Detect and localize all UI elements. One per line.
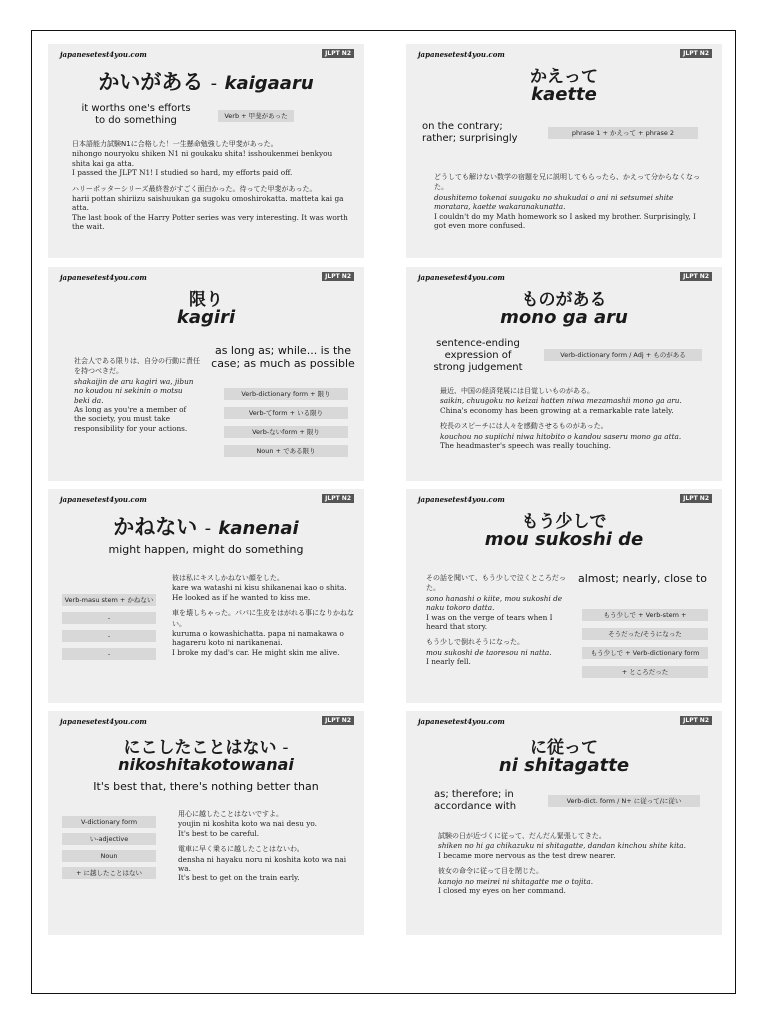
level-badge: JLPT N2	[680, 494, 712, 503]
title-romaji: mono ga aru	[500, 307, 628, 328]
title-romaji: kaigaaru	[224, 73, 314, 94]
example-romaji: kanojo no meirei ni shitagatte me o tojita.	[438, 876, 594, 886]
card-title	[48, 66, 364, 96]
title-romaji: kaette	[531, 84, 597, 105]
example	[172, 608, 354, 657]
example-english: He looked as if he wanted to kiss me.	[172, 592, 311, 602]
pattern: Noun + である限り	[224, 445, 348, 457]
example-romaji: densha ni hayaku noru ni koshita koto wa nai wa.	[178, 854, 347, 874]
meaning: on the contrary; rather; surprisingly	[422, 121, 518, 144]
example-english: As long as you're a member of the society, you must take responsibility for your actions.	[74, 405, 188, 433]
meaning: almost; nearly, close to	[578, 572, 707, 585]
title-romaji: nikoshitakotowanai	[118, 755, 294, 774]
site-logo: japanesetest4you.com	[418, 495, 505, 504]
pattern: -	[62, 612, 156, 624]
example	[440, 386, 710, 415]
example-english: I closed my eyes on her command.	[438, 886, 566, 896]
example-japanese: 彼女の命令に従って目を閉じた。	[438, 867, 543, 876]
examples	[172, 573, 354, 663]
example-english: China's economy has been growing at a remarkable rate lately.	[440, 405, 674, 415]
grammar-card-mono-ga-aru	[406, 267, 722, 481]
example-japanese: 最近、中国の経済発展には目覚しいものがある。	[440, 387, 594, 395]
example-japanese: 社会人である限りは、自分の行動に責任を持つべきだ。	[74, 357, 200, 376]
example	[178, 809, 354, 838]
title-japanese: にこしたことはない	[123, 738, 277, 758]
example-japanese: 電車に早く乗るに越したことはないわ。	[178, 845, 304, 854]
example-english: I couldn't do my Math homework so I asked my brother. Surprisingly, I got even more confused.	[434, 211, 696, 231]
examples	[178, 809, 354, 889]
pattern: Verb-dictionary form + 限り	[224, 388, 348, 400]
example-english: I passed the JLPT N1! I studied so hard, my efforts paid off.	[72, 168, 293, 178]
pattern: もう少しで + Verb-stem +	[582, 609, 708, 621]
title-separator: -	[210, 73, 218, 94]
example-japanese: もう少しで倒れそうになった。	[426, 638, 524, 647]
example-romaji: harii pottan shiriizu saishuukan ga sugoku omoshirokatta. matteta kai ga atta.	[72, 194, 344, 213]
grammar-card-nikoshitakotowanai	[48, 711, 364, 935]
example-english: I was on the verge of tears when I heard that story.	[426, 612, 553, 632]
pattern: Verb-ないform + 限り	[224, 426, 348, 438]
examples	[438, 831, 710, 901]
level-badge: JLPT N2	[322, 716, 354, 725]
title-japanese: かいがある	[98, 70, 204, 94]
pattern: Verb-masu stem + かねない	[62, 594, 156, 606]
example	[426, 573, 574, 631]
grammar-card-kaigaaru	[48, 44, 364, 258]
example-japanese: 試験の日が近づくに従って、だんだん緊張してきた。	[438, 832, 606, 840]
example-romaji: sono hanashi o kiite, mou sukoshi de naku tokoro datta.	[426, 593, 563, 613]
example-english: I became more nervous as the test drew nearer.	[438, 850, 616, 860]
example	[72, 184, 352, 232]
example	[440, 421, 710, 450]
title-japanese: に従って	[530, 738, 598, 758]
level-badge: JLPT N2	[680, 49, 712, 58]
grammar-card-kanenai	[48, 489, 364, 703]
site-logo: japanesetest4you.com	[60, 717, 147, 726]
example-english: I broke my dad's car. He might skin me alive.	[172, 647, 340, 657]
example-japanese: 車を壊しちゃった。パパに生皮をはがれる事になりかねない。	[172, 609, 354, 628]
title-separator: -	[204, 518, 212, 539]
example-japanese: 彼は私にキスしかねない顔をした。	[172, 574, 284, 582]
pattern: Verb-てform + いる限り	[224, 407, 348, 419]
example-romaji: doushitemo tokenai suugaku no shukudai o ani ni setsumei shite moratara, kaette wakaranakunatta.	[434, 192, 674, 212]
example-japanese: 用心に越したことはないですよ。	[178, 810, 283, 818]
title-romaji: kanenai	[218, 518, 299, 539]
pattern: + ところだった	[582, 666, 708, 678]
example	[178, 844, 354, 883]
title-japanese: かえって	[530, 67, 598, 87]
level-badge: JLPT N2	[680, 716, 712, 725]
example	[438, 831, 710, 860]
example	[72, 139, 352, 178]
example-japanese: どうしても解けない数学の宿題を兄に説明してもらったら、かえって分からなくなった。	[434, 173, 700, 192]
title-japanese: かねない	[113, 515, 198, 539]
example-japanese: その話を聞いて、もう少しで泣くところだった。	[426, 574, 566, 593]
pattern: Verb-dictionary form / Adj + ものがある	[544, 349, 702, 361]
site-logo: japanesetest4you.com	[418, 50, 505, 59]
grammar-card-kaette	[406, 44, 722, 258]
site-logo: japanesetest4you.com	[60, 50, 147, 59]
site-logo: japanesetest4you.com	[418, 717, 505, 726]
example-romaji: nihongo nouryoku shiken N1 ni goukaku shita! isshoukenmei benkyou shita kai ga atta.	[72, 149, 333, 168]
pattern: Verb + 甲斐があった	[218, 110, 294, 122]
example-romaji: kouchou no supiichi niwa hitobito o kandou saseru mono ga atta.	[440, 431, 682, 441]
example-romaji: shiken no hi ga chikazuku ni shitagatte, dandan kinchou shite kita.	[438, 841, 686, 851]
example-romaji: youjin ni koshita koto wa nai desu yo.	[178, 819, 317, 829]
example	[434, 172, 710, 230]
example-romaji: mou sukoshi de taoresou ni natta.	[426, 647, 552, 657]
grammar-card-kagiri	[48, 267, 364, 481]
level-badge: JLPT N2	[322, 272, 354, 281]
level-badge: JLPT N2	[322, 49, 354, 58]
example-romaji: kuruma o kowashichatta. papa ni namakawa o hagareru koto ni narikanenai.	[172, 629, 344, 648]
site-logo: japanesetest4you.com	[60, 273, 147, 282]
grammar-card-mou-sukoshi-de	[406, 489, 722, 703]
example	[438, 866, 710, 895]
pattern: -	[62, 648, 156, 660]
title-romaji: ni shitagatte	[498, 755, 630, 776]
pattern: Verb-dict. form / N+ に従って/に従い	[548, 795, 700, 807]
site-logo: japanesetest4you.com	[60, 495, 147, 504]
card-title	[48, 511, 364, 541]
meaning: as long as; while... is the case; as much as possible	[211, 344, 355, 370]
pattern: phrase 1 + かえって + phrase 2	[548, 127, 698, 139]
example-romaji: shakaijin de aru kagiri wa, jibun no koudou ni sekinin o motsu beki da.	[74, 376, 194, 405]
pattern: Noun	[62, 850, 156, 862]
example-english: It's best to get on the train early.	[178, 873, 300, 883]
title-romaji: mou sukoshi de	[484, 529, 644, 550]
level-badge: JLPT N2	[680, 272, 712, 281]
examples	[440, 386, 710, 456]
pattern: い-adjective	[62, 833, 156, 845]
meaning: sentence-ending expression of strong judgement	[433, 338, 523, 373]
meaning: It's best that, there's nothing better than	[93, 780, 319, 793]
example	[172, 573, 354, 602]
title-romaji: kagiri	[176, 307, 236, 328]
example-english: The headmaster's speech was really touching.	[440, 441, 611, 451]
pattern: + に越したことはない	[62, 867, 156, 879]
pattern: -	[62, 630, 156, 642]
examples	[74, 356, 200, 439]
pattern: もう少しで + Verb-dictionary form	[582, 647, 708, 659]
example-japanese: ハリーポッターシリーズ最終巻がすごく面白かった。待ってた甲斐があった。	[72, 184, 317, 193]
example-romaji: saikin, chuugoku no keizai hatten niwa mezamashii mono ga aru.	[440, 396, 682, 406]
example-japanese: 校長のスピーチには人々を感動させるものがあった。	[440, 422, 608, 431]
meaning: might happen, might do something	[108, 543, 304, 556]
pattern: そうだった/そうになった	[582, 628, 708, 640]
example-english: It's best to be careful.	[178, 828, 260, 838]
example	[74, 356, 200, 433]
examples	[434, 172, 710, 236]
example	[426, 637, 574, 666]
example-japanese: 日本語能力試験N1に合格した！一生懸命勉強した甲斐があった。	[72, 140, 278, 148]
level-badge: JLPT N2	[322, 494, 354, 503]
examples	[426, 573, 574, 673]
example-english: The last book of the Harry Potter series was very interesting. It was worth the wait.	[72, 212, 348, 232]
meaning: as; therefore; in accordance with	[434, 789, 517, 812]
site-logo: japanesetest4you.com	[418, 273, 505, 282]
example-romaji: kare wa watashi ni kisu shikanenai kao o shita.	[172, 583, 347, 593]
title-japanese: ものがある	[521, 290, 607, 310]
title-separator: -	[282, 738, 289, 758]
title-japanese: もう少しで	[521, 512, 607, 532]
examples	[72, 139, 352, 238]
grammar-card-ni-shitagatte	[406, 711, 722, 935]
pattern: V-dictionary form	[62, 816, 156, 828]
meaning: it worths one's efforts to do something	[81, 103, 191, 126]
title-japanese: 限り	[189, 290, 223, 310]
example-english: I nearly fell.	[426, 657, 471, 667]
